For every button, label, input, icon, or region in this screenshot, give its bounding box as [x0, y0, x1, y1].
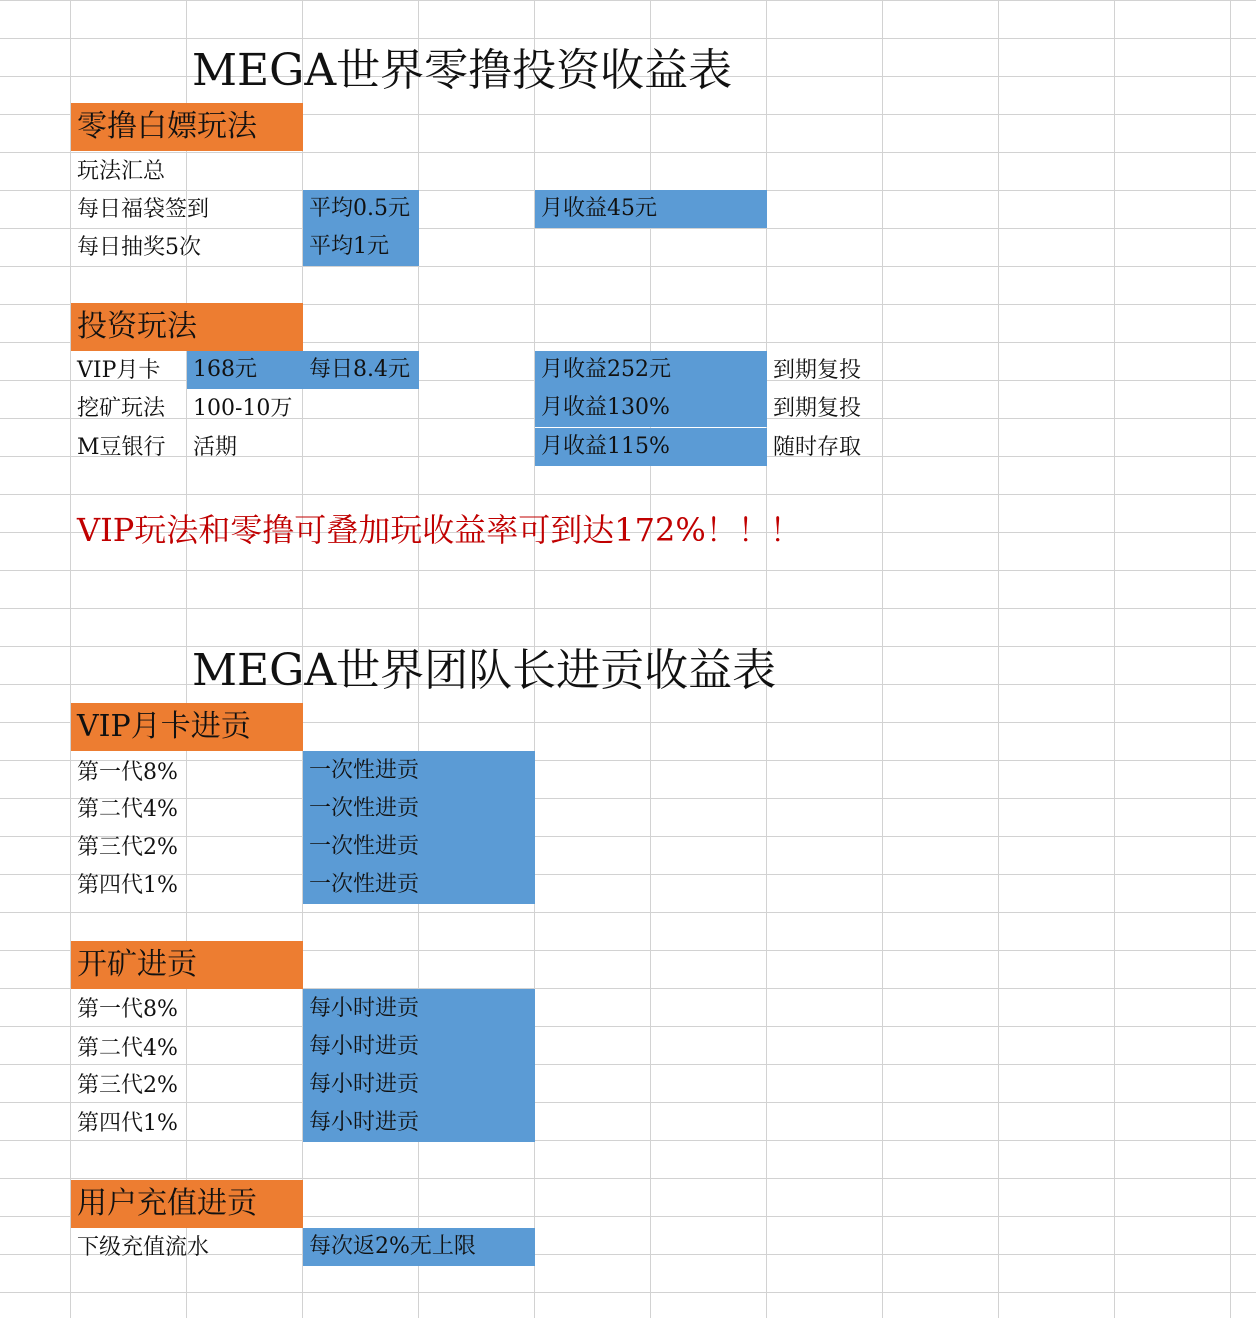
- daily-bag-label[interactable]: 每日福袋签到: [77, 197, 210, 222]
- mining-range[interactable]: 100-10万: [193, 396, 293, 421]
- section-header-vip-tribute[interactable]: VIP月卡进贡: [71, 703, 303, 751]
- section-header-recharge-tribute[interactable]: 用户充值进贡: [71, 1180, 303, 1228]
- daily-bag-monthly[interactable]: 月收益45元: [535, 190, 767, 228]
- section-header-invest[interactable]: 投资玩法: [71, 303, 303, 351]
- vip-gen4-label[interactable]: 第四代1%: [77, 873, 178, 898]
- mining-gen4-type[interactable]: 每小时进贡: [303, 1104, 535, 1142]
- mining-monthly[interactable]: 月收益130%: [535, 389, 767, 427]
- mining-gen4-label[interactable]: 第四代1%: [77, 1111, 178, 1136]
- stacking-note[interactable]: VIP玩法和零撸可叠加玩收益率可到达172%！！！: [77, 511, 802, 549]
- vip-gen2-type[interactable]: 一次性进贡: [303, 790, 535, 828]
- team-title: MEGA世界团队长进贡收益表: [192, 645, 777, 696]
- page-title: MEGA世界零撸投资收益表: [192, 45, 733, 96]
- vip-gen3-label[interactable]: 第三代2%: [77, 835, 178, 860]
- section-header-freebie[interactable]: 零撸白嫖玩法: [71, 103, 303, 151]
- daily-lottery-average[interactable]: 平均1元: [303, 228, 419, 266]
- vip-gen1-type[interactable]: 一次性进贡: [303, 751, 535, 790]
- recharge-rebate[interactable]: 每次返2%无上限: [303, 1228, 535, 1266]
- vip-card-daily[interactable]: 每日8.4元: [303, 351, 419, 389]
- bean-bank-label[interactable]: M豆银行: [77, 435, 166, 460]
- mining-label[interactable]: 挖矿玩法: [77, 396, 166, 421]
- vip-gen2-label[interactable]: 第二代4%: [77, 797, 178, 822]
- recharge-label[interactable]: 下级充值流水: [77, 1235, 210, 1260]
- mining-note[interactable]: 到期复投: [773, 396, 862, 421]
- summary-label[interactable]: 玩法汇总: [77, 159, 166, 184]
- bean-bank-note[interactable]: 随时存取: [773, 435, 862, 460]
- mining-gen2-type[interactable]: 每小时进贡: [303, 1028, 535, 1066]
- mining-gen3-type[interactable]: 每小时进贡: [303, 1066, 535, 1104]
- vip-gen1-label[interactable]: 第一代8%: [77, 760, 178, 785]
- mining-gen1-type[interactable]: 每小时进贡: [303, 989, 535, 1028]
- vip-card-label[interactable]: VIP月卡: [77, 358, 161, 383]
- vip-gen3-type[interactable]: 一次性进贡: [303, 828, 535, 866]
- daily-lottery-label[interactable]: 每日抽奖5次: [77, 235, 201, 260]
- section-header-mining-tribute[interactable]: 开矿进贡: [71, 941, 303, 989]
- vip-card-price[interactable]: 168元: [187, 351, 303, 389]
- bean-bank-type[interactable]: 活期: [193, 435, 238, 460]
- daily-bag-average[interactable]: 平均0.5元: [303, 190, 419, 228]
- mining-gen2-label[interactable]: 第二代4%: [77, 1036, 178, 1061]
- vip-card-note[interactable]: 到期复投: [773, 358, 862, 383]
- vip-card-monthly[interactable]: 月收益252元: [535, 351, 767, 389]
- vip-gen4-type[interactable]: 一次性进贡: [303, 866, 535, 904]
- bean-bank-monthly[interactable]: 月收益115%: [535, 428, 767, 466]
- mining-gen1-label[interactable]: 第一代8%: [77, 997, 178, 1022]
- mining-gen3-label[interactable]: 第三代2%: [77, 1073, 178, 1098]
